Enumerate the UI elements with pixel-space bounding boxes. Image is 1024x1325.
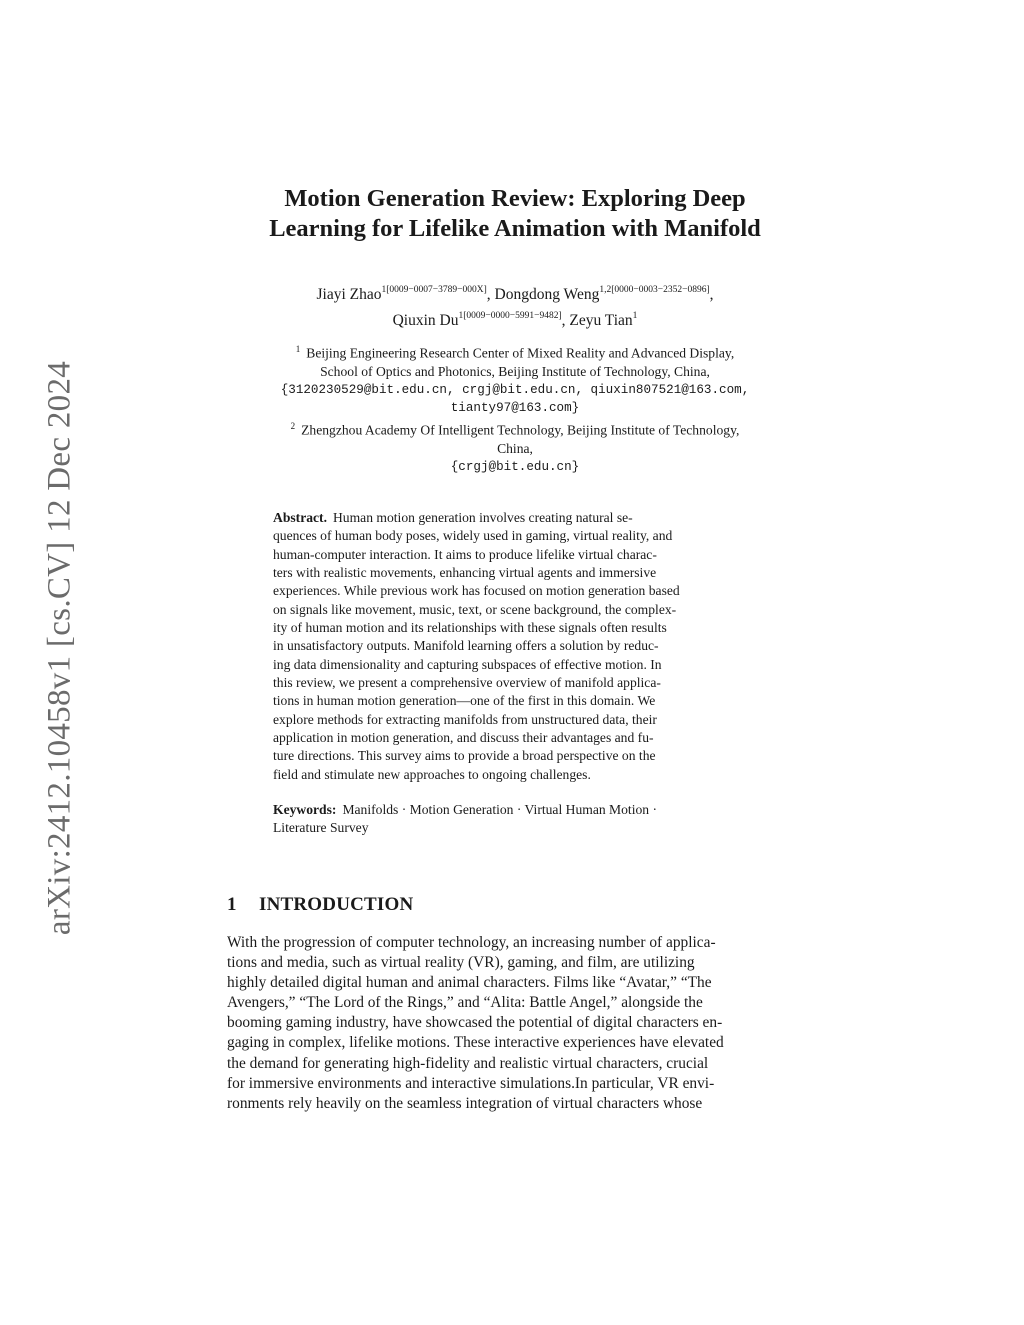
- title-line-2: Learning for Lifelike Animation with Manifold: [269, 215, 761, 242]
- body-line: tions and media, such as virtual reality (VR), gaming, and film, are utilizing: [227, 954, 695, 972]
- abstract-line: in unsatisfactory outputs. Manifold learning offers a solution by reduc-: [273, 638, 659, 654]
- affiliation-2-line-1: [150, 417, 880, 440]
- body-line: the demand for generating high-fidelity and realistic virtual characters, crucial: [227, 1054, 709, 1072]
- body-line: booming gaming industry, have showcased the potential of digital characters en-: [227, 1014, 723, 1032]
- abstract-line: field and stimulate new approaches to ongoing challenges.: [273, 766, 591, 782]
- introduction-body: [227, 933, 805, 1114]
- author-name: Zeyu Tian: [569, 312, 633, 330]
- author-name: Dongdong Weng: [494, 286, 600, 304]
- author-name: Qiuxin Du: [392, 312, 459, 330]
- keywords-line: [273, 801, 757, 819]
- abstract-line: [273, 509, 757, 527]
- body-line: for immersive environments and interactive simulations.In particular, VR envi-: [227, 1074, 715, 1092]
- abstract-line: ity of human motion and its relationships with these signals often results: [273, 620, 667, 636]
- body-line: highly detailed digital human and animal characters. Films like “Avatar,” “The: [227, 974, 712, 992]
- author-list: [150, 280, 880, 332]
- abstract-line: application in motion generation, and discuss their advantages and fu-: [273, 730, 654, 746]
- abstract-line: this review, we present a comprehensive overview of manifold applica-: [273, 675, 661, 691]
- author-separator: ,: [486, 286, 495, 304]
- affiliation-1-emails-1: {3120230529@bit.edu.cn, crgj@bit.edu.cn, qiuxin807521@163.com,: [280, 382, 750, 397]
- affiliation-text: Beijing Engineering Research Center of Mixed Reality and Advanced Display,: [306, 345, 735, 361]
- abstract-line: on signals like movement, music, text, or scene background, the complex-: [273, 601, 677, 617]
- abstract-text: Human motion generation involves creating natural se-: [332, 510, 633, 525]
- section-title: INTRODUCTION: [259, 894, 414, 915]
- author-line-1: [150, 280, 880, 306]
- abstract-line: ture directions. This survey aims to provide a broad perspective on the: [273, 748, 656, 764]
- abstract-line: ing data dimensionality and capturing subspaces of effective motion. In: [273, 656, 662, 672]
- affiliation-1-line-2: School of Optics and Photonics, Beijing Institute of Technology, China,: [320, 363, 710, 379]
- author-separator: ,: [561, 312, 570, 330]
- abstract-line: quences of human body poses, widely used in gaming, virtual reality, and: [273, 528, 673, 544]
- body-line: With the progression of computer technology, an increasing number of applica-: [227, 934, 716, 951]
- affiliation-1-line-1: [150, 340, 880, 363]
- abstract-line: human-computer interaction. It aims to produce lifelike virtual charac-: [273, 546, 657, 562]
- affiliation-2-line-2: China,: [497, 441, 533, 457]
- keywords-label: Keywords:: [273, 802, 337, 817]
- abstract-line: ters with realistic movements, enhancing virtual agents and immersive: [273, 565, 657, 581]
- author-line-2: [150, 306, 880, 332]
- author-orcid: 1,2[0000−0003−2352−0896]: [599, 285, 710, 295]
- body-line: Avengers,” “The Lord of the Rings,” and “Alita: Battle Angel,” alongside the: [227, 994, 703, 1012]
- abstract-line: explore methods for extracting manifolds from unstructured data, their: [273, 711, 657, 727]
- affiliation-number: 1: [295, 344, 301, 354]
- keywords: [273, 801, 757, 838]
- author-orcid: 1[0009−0000−5991−9482]: [458, 311, 562, 322]
- author-name: Jiayi Zhao: [316, 286, 382, 304]
- affiliations: [150, 340, 880, 476]
- abstract-line: experiences. While previous work has focused on motion generation based: [273, 583, 680, 599]
- author-separator: ,: [709, 286, 714, 304]
- affiliation-text: Zhengzhou Academy Of Intelligent Technology, Beijing Institute of Technology,: [301, 422, 740, 438]
- body-line: ronments rely heavily on the seamless integration of virtual characters whose: [227, 1094, 703, 1112]
- section-number: 1: [227, 894, 237, 915]
- paper-title: [150, 184, 880, 244]
- author-orcid: 1[0009−0007−3789−000X]: [381, 285, 487, 295]
- body-line: gaging in complex, lifelike motions. These interactive experiences have elevated: [227, 1034, 724, 1052]
- affiliation-1-emails-2: tianty97@163.com}: [450, 401, 580, 416]
- keywords-text: Manifolds · Motion Generation · Virtual Human Motion ·: [342, 802, 657, 817]
- affiliation-number: 2: [290, 421, 296, 432]
- affiliation-2-email: {crgj@bit.edu.cn}: [450, 460, 580, 475]
- keywords-line: Literature Survey: [273, 820, 369, 836]
- section-heading-introduction: [227, 892, 413, 918]
- title-line-1: Motion Generation Review: Exploring Deep: [284, 185, 746, 212]
- abstract-label: Abstract.: [273, 510, 327, 525]
- arxiv-identifier-stamp: arXiv:2412.10458v1 [cs.CV] 12 Dec 2024: [41, 360, 78, 936]
- abstract-line: tions in human motion generation—one of the first in this domain. We: [273, 693, 656, 709]
- author-affiliation-mark: 1: [632, 311, 638, 322]
- abstract: [273, 509, 757, 784]
